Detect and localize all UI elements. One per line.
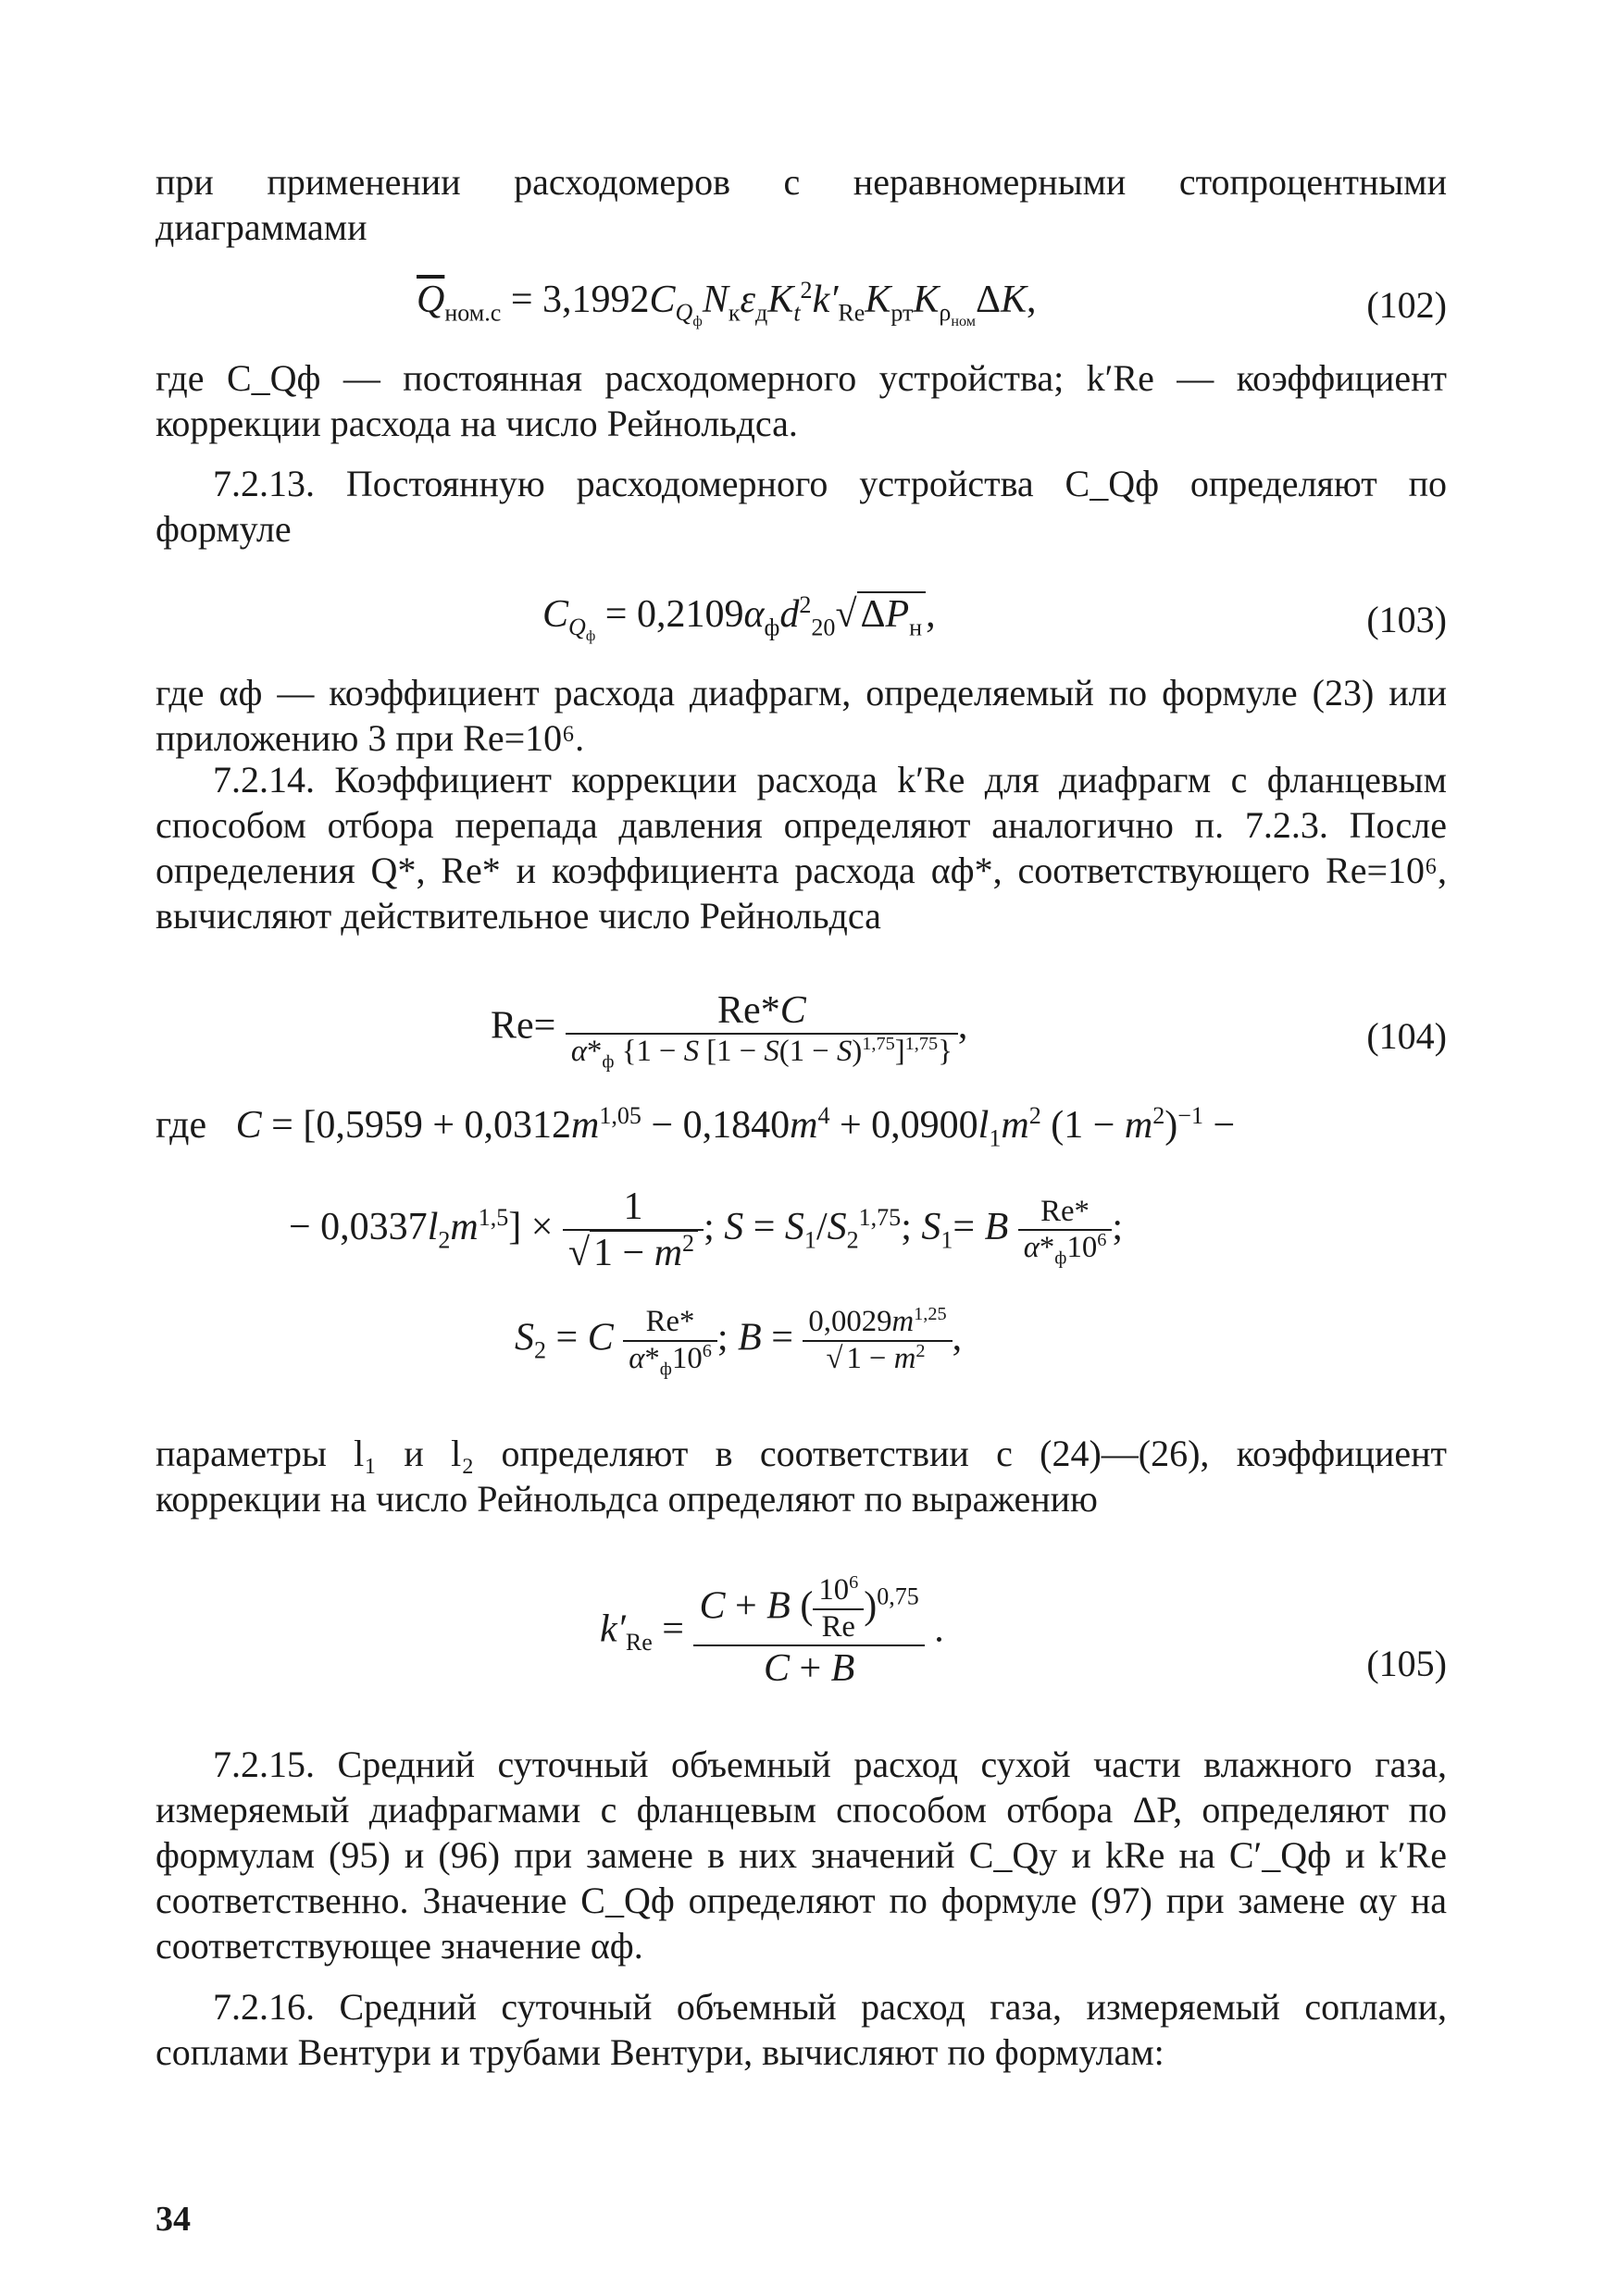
where-label: где [156, 1104, 207, 1147]
paragraph-7-2-16 [156, 1984, 1447, 2075]
equation-c-continued: − $0,0337l_2m^{1,5}$] × $\frac{1}{√1 - m^2}$ ; $S = S_1/S_2^{1,75}$; $S_1= B$ $\frac{Re*}{\alpha*_ф10^6}$ ; [289, 1185, 1124, 1275]
paragraph-alpha-definition [156, 670, 1447, 761]
paragraph-text: где C_Qф — постоянная расходомерного устройства; k′Re — коэффициент коррекции расхода на число Рейнольдса. [156, 357, 1447, 444]
equation-c-definition: где $C = [0,5959 + 0,0312m^{1,05} - 0,1840m^4 + 0,0900l_1m^2$ $(1 - m^2)^{-1}$ − [156, 1102, 1236, 1152]
equation-102: $\overline{Q}_{ном.с} = 3,1992C_{Q_ф}N_к\varepsilon_дK_t^2k'_{Re}K_{рт}K_{\rho_{ном}}\Delta K$, [417, 277, 1037, 330]
fraction: $\frac{0,0029m^{1,25}}{√ 1 - m^2}$ [803, 1305, 952, 1376]
paragraph-7-2-15 [156, 1742, 1447, 1968]
equation-number-104: (104) [1366, 1015, 1447, 1057]
paragraph-intro [156, 159, 1447, 250]
paragraph-text: при применении расходомеров с неравномерными стопроцентными диаграммами [156, 161, 1447, 248]
paragraph-7-2-14 [156, 757, 1447, 938]
equation-number-105: (105) [1366, 1643, 1447, 1684]
paragraph-text: параметры l₁ и l₂ определяют в соответствии с (24)—(26), коэффициент коррекции на число Рейнольдса определяют по выражению [156, 1433, 1447, 1520]
paragraph-text: 7.2.14. Коэффициент коррекции расхода k′Re для диафрагм с фланцевым способом отбора перепада давления определяют аналогично п. 7.2.3. После определения Q*, Re* и коэффициента расхода αф*, соответствующего Re=10⁶, вычисляют действительное число Рейнольдса [156, 759, 1447, 937]
paragraph-definition-cq [156, 355, 1447, 446]
page-number: 34 [156, 2200, 191, 2239]
equation-103: $C_{Q_ф} = 0,2109\alpha_фd^2_{20}√\Delta P_н$, [542, 591, 936, 645]
sqrt-symbol: $√\Delta P_н$ [835, 592, 926, 637]
equation-104: Re= $\frac{Re*C}{\alpha*_ф \{1 - S [1 - S(1 - S)^{1,75}]^{1,75}\}}$ , [491, 989, 968, 1073]
paragraph-text: 7.2.16. Средний суточный объемный расход газа, измеряемый соплами, соплами Вентури и трубами Вентури, вычисляют по формулам: [156, 1986, 1447, 2073]
fraction: $\frac{Re*}{\alpha*_ф10^6}$ [1018, 1195, 1113, 1266]
fraction: $\frac{1}{√1 - m^2}$ [563, 1185, 704, 1276]
equation-105: $k'_{Re}$ = C + B ( $\frac{10^6}{Re}$ )$^{0,75}$ C + B . [600, 1572, 944, 1691]
fraction: C + B ( $\frac{10^6}{Re}$ )$^{0,75}$ C + B [693, 1573, 924, 1692]
paragraph-text: где αф — коэффициент расхода диафрагм, определяемый по формуле (23) или приложению 3 при Re=10⁶. [156, 672, 1447, 759]
equation-number-103: (103) [1366, 599, 1447, 640]
paragraph-text: 7.2.13. Постоянную расходомерного устройства C_Qф определяют по формуле [156, 463, 1447, 550]
fraction: $\frac{Re*}{\alpha*_ф10^6}$ [623, 1305, 717, 1376]
paragraph-7-2-13 [156, 461, 1447, 552]
fraction: $\frac{Re*C}{\alpha*_ф \{1 - S [1 - S(1 - S)^{1,75}]^{1,75}\}}$ [566, 988, 958, 1070]
equation-s2-b: $S_2 = C$ $\frac{Re*}{\alpha*_ф10^6}$ ; B = $\frac{0,0029m^{1,25}}{√ 1 - m^2}$ , [515, 1304, 963, 1380]
paragraph-text: 7.2.15. Средний суточный объемный расход сухой части влажного газа, измеряемый диафрагмами с фланцевым способом отбора ΔP, определяют по формулам (95) и (96) при замене в них значений C_Qу и kRe на C′_Qф и k′Re соответственно. Значение C_Qф определяют по формуле (97) при замене αу на соответствующее значение αф. [156, 1744, 1447, 1967]
paragraph-parameters [156, 1431, 1447, 1521]
equation-number-102: (102) [1366, 284, 1447, 326]
